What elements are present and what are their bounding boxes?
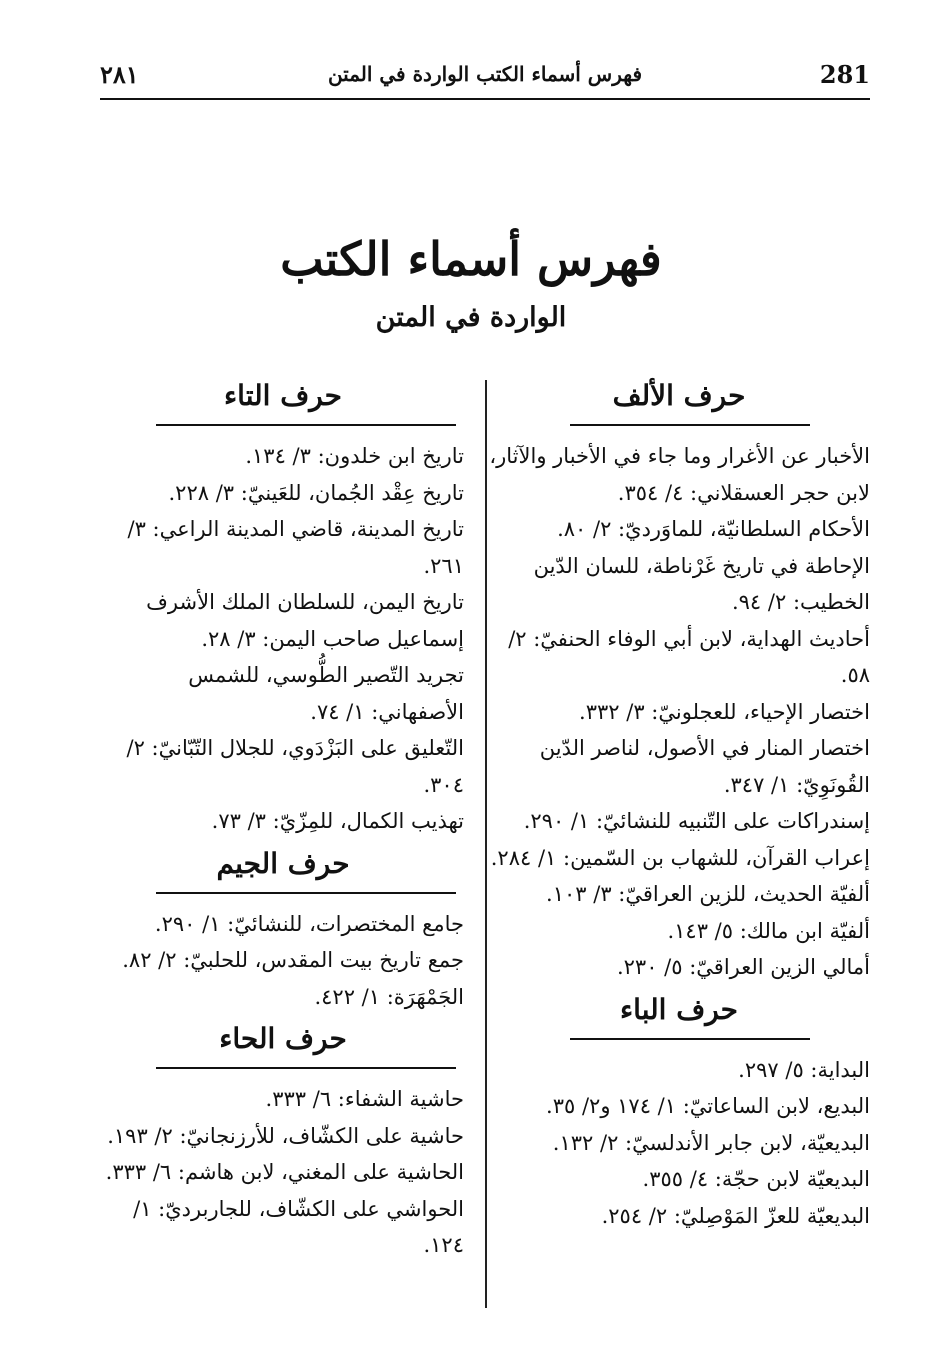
index-entry: الحاشية على المغني، لابن هاشم: ٦/ ٣٣٣. (105, 1160, 464, 1184)
index-entry: الأحكام السلطانيّة، للماوَرديّ: ٢/ ٨٠. (557, 517, 870, 541)
index-entry: اختصار المنار في الأصول، لناصر الدّين القُونَوِيّ: ١/ ٣٤٧. (539, 736, 870, 797)
section-heading-ta: حرف التاء (224, 379, 342, 412)
section-heading-jim: حرف الجيم (216, 846, 350, 880)
left-column (102, 372, 464, 1264)
column-divider (485, 380, 487, 1308)
entries-alif (488, 438, 870, 986)
index-entry: اختصار الإحياء، للعجلونيّ: ٣/ ٣٣٢. (579, 699, 870, 724)
entries-ba (488, 1052, 870, 1235)
index-entry: جامع المختصرات، للنشائيّ: ١/ ٢٩٠. (154, 911, 464, 936)
index-entry: أحاديث الهداية، لابن أبي الوفاء الحنفيّ: ٢/ ٥٨. (508, 626, 870, 687)
index-entry: تهذيب الكمال، للمِزّيّ: ٣/ ٧٣. (211, 809, 464, 833)
section-heading-ba: حرف الباء (620, 992, 738, 1026)
index-entry: التّعليق على البَزْدَوي، للجلال التّبّانيّ: ٢/ ٣٠٤. (126, 736, 464, 797)
index-entry: تاريخ المدينة، قاضي المدينة الراعي: ٣/ ٢٦١. (127, 517, 464, 578)
index-entry: الحواشي على الكشّاف، للجاربرديّ: ١/ ١٢٤. (133, 1196, 464, 1257)
index-entry: حاشية على الكشّاف، للأرزنجانيّ: ٢/ ١٩٣. (107, 1123, 464, 1148)
index-entry: أمالي الزين العراقيّ: ٥/ ٢٣٠. (616, 955, 870, 979)
index-entry: إسندراكات على التّنبيه للنشائيّ: ١/ ٢٩٠. (523, 809, 870, 833)
index-entry: الجَمْهَرَة: ١/ ٤٢٢. (314, 984, 464, 1009)
entries-ha (102, 1081, 464, 1264)
right-column (488, 372, 870, 1234)
entries-jim (102, 906, 464, 1016)
index-entry: ألفيّة الحديث، للزين العراقيّ: ٣/ ١٠٣. (546, 882, 870, 906)
index-entry: الأخبار عن الأغرار وما جاء في الأخبار والآثار، لابن حجر العسقلاني: ٤/ ٣٥٤. (489, 444, 870, 505)
section-rule (156, 1067, 456, 1069)
section-heading-alif: حرف الألف (612, 379, 746, 412)
index-subtitle: الواردة في المتن (375, 302, 567, 333)
running-head (100, 58, 870, 100)
index-entry: تجريد التّصير الطُّوسي، للشمس الأصفهاني: ١/ ٧٤. (188, 663, 464, 724)
index-entry: البديعيّة لابن حجّة: ٤/ ٣٥٥. (642, 1167, 870, 1191)
section-heading-ha: حرف الحاء (219, 1022, 347, 1055)
index-entry: جمع تاريخ بيت المقدس، للحلبيّ: ٢/ ٨٢. (122, 948, 464, 972)
index-entry: البديعيّة للعزّ المَوْصِليّ: ٢/ ٢٥٤. (601, 1203, 870, 1228)
page-number-latin: 281 (819, 60, 870, 89)
section-rule (156, 424, 456, 426)
section-rule (570, 1038, 810, 1040)
index-entry: حاشية الشفاء: ٦/ ٣٣٣. (265, 1087, 464, 1111)
section-rule (570, 424, 810, 426)
index-title: فهرس أسماء الكتب (280, 232, 662, 286)
index-entry: البديعيّة، لابن جابر الأندلسيّ: ٢/ ١٣٢. (552, 1130, 870, 1155)
index-entry: البديع، لابن الساعاتيّ: ١/ ١٧٤ و٢/ ٣٥. (546, 1094, 870, 1118)
index-entry: ألفيّة ابن مالك: ٥/ ١٤٣. (667, 918, 870, 943)
entries-ta (102, 438, 464, 840)
index-entry: إعراب القرآن، للشهاب بن السّمين: ١/ ٢٨٤. (490, 845, 870, 870)
running-head-title: فهرس أسماء الكتب الواردة في المتن (327, 62, 643, 86)
index-entry: تاريخ عِقْد الجُمان، للعَينيّ: ٣/ ٢٢٨. (168, 480, 464, 505)
index-entry: البداية: ٥/ ٢٩٧. (738, 1057, 870, 1082)
index-entry: تاريخ ابن خلدون: ٣/ ١٣٤. (245, 444, 464, 468)
index-entry: الإحاطة في تاريخ غَرْناطة، للسان الدّين الخطيب: ٢/ ٩٤. (533, 553, 870, 614)
index-entry: تاريخ اليمن، للسلطان الملك الأشرف إسماعيل صاحب اليمن: ٣/ ٢٨. (146, 590, 464, 651)
page-number-arabic: ٢٨١ (100, 60, 139, 89)
section-rule (156, 892, 456, 894)
